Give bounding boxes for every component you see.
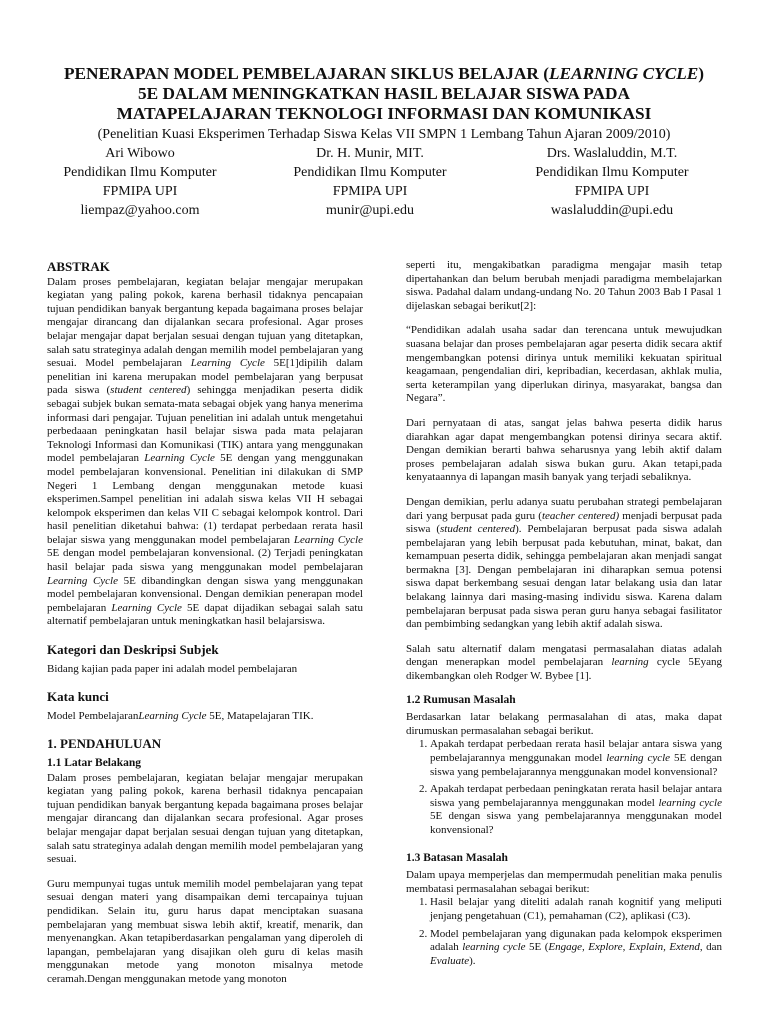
- right-paragraph-1: seperti itu, mengakibatkan paradigma mengajar masih tetap dipertahankan dan belum berubah menjadi paradigma membelajarkan siswa. Padahal dalam undang-undang No. 20 Tahun 2003 Bab I Pasal 1 dijelaskan sebagai berikut[2]:: [406, 259, 722, 312]
- author-name: Drs. Waslaluddin, M.T.: [546, 146, 678, 161]
- list-item: 1. Hasil belajar yang diteliti adalah ranah kognitif yang meliputi jenjang pengetahuan (C1), pemahaman (C2), aplikasi (C3).: [430, 896, 722, 923]
- title-line-3: MATAPELAJARAN TEKNOLOGI INFORMASI DAN KOMUNIKASI: [116, 104, 652, 123]
- author-email: waslaluddin@upi.edu: [550, 203, 674, 218]
- author-dept: Pendidikan Ilmu Komputer: [535, 165, 689, 180]
- batasan-heading: 1.3 Batasan Masalah: [406, 851, 508, 864]
- paper-subtitle: (Penelitian Kuasi Eksperimen Terhadap Siswa Kelas VII SMPN 1 Lembang Tahun Ajaran 2009/2010): [97, 127, 671, 142]
- law-quote: “Pendidikan adalah usaha sadar dan terencana untuk mewujudkan suasana belajar dan proses pembelajaran agar peserta didik secara aktif mengembangkan potensi dirinya untuk memiliki kekuatan spiritual keagamaan, pengendalian diri, kepribadian, kecerdasan, akhlak mulia, serta keterampilan yang diperlukan dirinya, masyarakat, bangsa dan Negara”.: [406, 324, 722, 405]
- author-institution: FPMIPA UPI: [574, 184, 650, 199]
- author-email: munir@upi.edu: [326, 203, 414, 218]
- paper-title: [30, 64, 738, 124]
- author-dept: Pendidikan Ilmu Komputer: [63, 165, 217, 180]
- list-item: 2. Model pembelajaran yang digunakan pada kelompok eksperimen adalah learning cycle 5E (Engage, Explore, Explain, Extend, dan Evaluate).: [430, 928, 722, 969]
- latar-belakang-heading: 1.1 Latar Belakang: [47, 757, 142, 769]
- list-item: 2. Apakah terdapat perbedaan peningkatan rerata hasil belajar antara siswa yang pembelajarannya menggunakan model learning cycle 5E dengan siswa yang pembelajarannya menggunakan model konvensional?: [430, 783, 722, 837]
- rumusan-intro: Berdasarkan latar belakang permasalahan di atas, maka dapat dirumuskan permasalahan sebagai berikut.: [406, 711, 722, 737]
- author-institution: FPMIPA UPI: [332, 184, 408, 199]
- right-column: [406, 259, 722, 972]
- author-2: [270, 144, 470, 220]
- rumusan-list: [406, 738, 722, 837]
- title-line-2: 5E DALAM MENINGKATKAN HASIL BELAJAR SISWA PADA: [138, 84, 630, 103]
- right-paragraph-3: Dengan demikian, perlu adanya suatu perubahan strategi pembelajaran dari yang berpusat pada guru (teacher centered) menjadi berpusat pada siswa (student centered). Pembelajaran berpusat pada siswa adalah pembelajaran yang lebih berpusat pada kebutuhan, minat, bakat, dan kemampuan peserta didik, sehingga pembelajaran akan menjadi sangat bermakna [3]. Dengan pembelajaran ini diharapkan semua potensi siswa dapat berkembang sesuai dengan latar belakang usia dan latar belakang lainnya dari masing-masing individu siswa. Karena dalam pembelajaran berpusat pada siswa peran guru hanya sebagai fasilitator dan pembimbing sedangkan yang lebih aktif adalah siswa.: [406, 495, 723, 631]
- right-paragraph-2: Dari pernyataan di atas, sangat jelas bahwa peserta didik harus diarahkan agar dapat mengembangkan potensi dirinya secara aktif. Dengan demikian berarti bahwa seharusnya yang lebih aktif dalam proses pembelajaran adalah siswa bukan guru. Akan tetapi,pada kenyataannya di lapangan masih banyak yang terjadi sebaliknya.: [406, 416, 722, 484]
- kategori-text: Bidang kajian pada paper ini adalah model pembelajaran: [47, 662, 298, 675]
- kata-kunci-heading: Kata kunci: [47, 689, 109, 705]
- author-3: [512, 144, 712, 220]
- kata-kunci-text: Model PembelajaranLearning Cycle 5E, Matapelajaran TIK.: [47, 709, 314, 722]
- rumusan-heading: 1.2 Rumusan Masalah: [406, 693, 516, 706]
- pendahuluan-paragraph-1: Dalam proses pembelajaran, kegiatan belajar mengajar merupakan kegiatan yang paling pokok, karena berhasil tidaknya pencapaian tujuan pendidikan banyak bergantung kepada bagaimana proses belajar mengajar dirancang dan dijalankan secara profesional. Agar proses belajar mengajar dapat berjalan sesuai dengan tujuan yang ditetapkan, salah satu strateginya adalah dengan memilih model pembelajaran yang sesuai.: [47, 771, 363, 866]
- abstract-heading: ABSTRAK: [47, 259, 110, 274]
- author-institution: FPMIPA UPI: [102, 184, 178, 199]
- batasan-list: [406, 896, 722, 968]
- abstract-text: Dalam proses pembelajaran, kegiatan belajar mengajar merupakan kegiatan yang paling pokok, karena berhasil tidaknya pencapaian tujuan pendidikan banyak bergantung kepada bagaimana proses belajar mengajar dirancang dan dijalankan secara profesional. Agar proses belajar mengajar dapat berjalan sesuai dengan tujuan yang ditetapkan, salah satu strateginya adalah dengan memilih model pembelajaran yang sesuai. Model pembelajaran Learning Cycle 5E[1]dipilih dalam penelitian ini karena merupakan model pembelajaran yang berpusat pada siswa (student centered) sehingga menjadikan peserta didik sebagai subjek bukan semata-mata sebagai objek yang hanya menerima informasi dari pengajar. Tujuan penelitian ini adalah untuk mengetahui perbedaaan peningkatan hasil belajar siswa pada mata pelajaran Teknologi Informasi dan Komunikasi (TIK) antara yang menggunakan model pembelajaran Learning Cycle 5E dengan yang menggunakan model pembelajaran konvensional. Penelitian ini dilakukan di SMP Negeri 1 Lembang dengan menggunakan metode kuasi eksperimen.Sampel penelitian ini adalah siswa kelas VII H sebagai kelompok eksperimen dan kelas VII C sebagai kelompok kontrol. Dari hasil penelitian diketahui bahwa: (1) terdapat perbedaan rerata hasil belajar siswa yang menggunakan model pembelajaran Learning Cycle 5E dengan model pembelajaran konvensional. (2) Terjadi peningkatan hasil belajar pada siswa yang menggunakan model pembelajaran Learning Cycle 5E dibandingkan dengan siswa yang menggunakan model pembelajaran konvensional. Dengan demikian penerapan model pembelajaran Learning Cycle 5E dapat dijadikan sebagai salah satu alternatif pembelajaran untuk meningkatkan hasil belajarsiswa.: [47, 275, 364, 628]
- batasan-intro: Dalam upaya memperjelas dan mempermudah penelitian maka penulis membatasi permasalahan sebagai berikut:: [406, 869, 722, 895]
- list-item: 1. Apakah terdapat perbedaan rerata hasil belajar antara siswa yang pembelajarannya menggunakan model learning cycle 5E dengan siswa yang pembelajarannya menggunakan model konvensional?: [430, 738, 722, 779]
- left-column: [47, 260, 363, 987]
- right-paragraph-4: Salah satu alternatif dalam mengatasi permasalahan diatas adalah dengan menerapkan model pembelajaran learning cycle 5Eyang dikembangkan oleh Rodger W. Bybee [1].: [406, 642, 722, 683]
- author-1: [40, 144, 240, 220]
- kategori-heading: Kategori dan Deskripsi Subjek: [47, 642, 219, 658]
- author-dept: Pendidikan Ilmu Komputer: [293, 165, 447, 180]
- pendahuluan-paragraph-2: Guru mempunyai tugas untuk memilih model pembelajaran yang tepat sesuai dengan materi yang disampaikan demi tercapainya tujuan pendidikan. Selain itu, guru harus dapat menciptakan suasana pembelajaran yang membuat siswa lebih aktif, kreatif, menarik, dan menyenangkan. Akan tetapiberdasarkan pengalaman yang diperoleh di lapangan, pembelajaran yang disajikan oleh guru di kelas masih menggunakan metode yang monoton misalnya metode ceramah.Dengan menggunakan metode yang monoton: [47, 877, 363, 985]
- author-email: liempaz@yahoo.com: [80, 203, 200, 218]
- title-line-1: PENERAPAN MODEL PEMBELAJARAN SIKLUS BELAJAR (LEARNING CYCLE): [63, 64, 705, 83]
- author-name: Ari Wibowo: [105, 146, 175, 161]
- author-block: [0, 144, 768, 220]
- author-name: Dr. H. Munir, MIT.: [316, 146, 424, 161]
- pendahuluan-heading: 1. PENDAHULUAN: [47, 736, 162, 752]
